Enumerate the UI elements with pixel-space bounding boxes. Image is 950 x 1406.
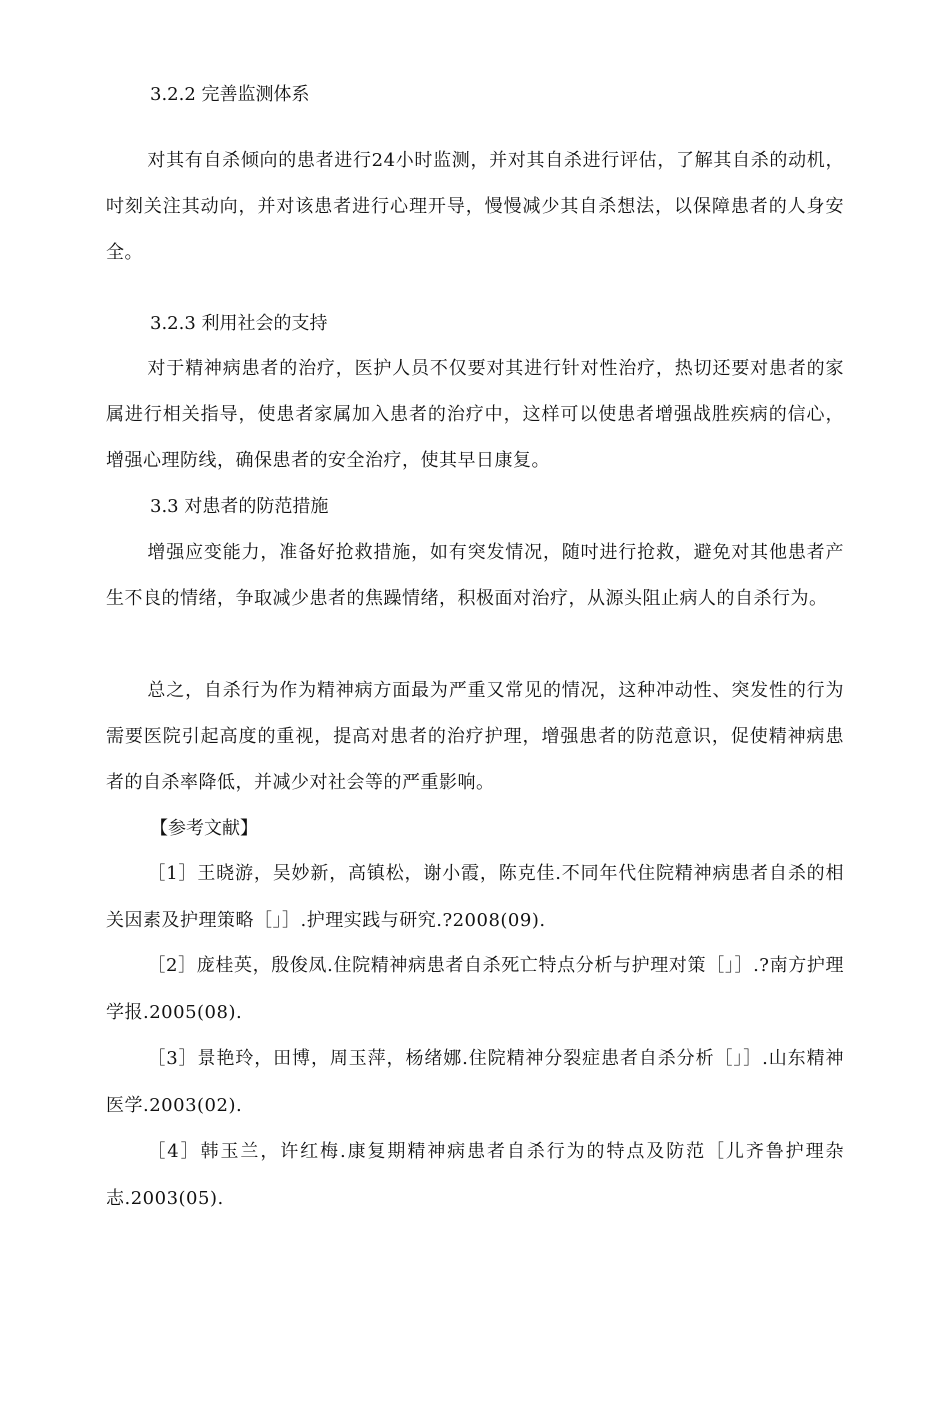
- paragraph-prevention: 增强应变能力，准备好抢救措施，如有突发情况，随吋进行抢救，避免对其他患者产生不良的情绪，争取减少患者的焦躁情绪，积极面对治疗，从源头阻止病人的自杀行为。: [106, 542, 844, 609]
- section-heading-3-2-3: 3.2.3 利用社会的支持: [150, 313, 328, 334]
- paragraph-conclusion: 总之，自杀行为作为精神病方面最为严重又常见的情况，这种冲动性、突发性的行为需要医院引起高度的重视，提高对患者的治疗护理，增强患者的防范意识，促使精神病患者的自杀率降低，并减少对社会等的严重影响。: [106, 680, 844, 793]
- reference-item-2: ［2］庞桂英，殷俊凤.住院精神病患者自杀死亡特点分析与护理对策［」］.?南方护理学报.2005(08).: [106, 955, 844, 1023]
- paragraph-monitoring: 对其有自杀倾向的患者进行24小时监测，并对其自杀进行评估，了解其自杀的动机，吋刻关注其动向，并对该患者进行心理开导，慢慢减少其自杀想法，以保障患者的人身安全。: [106, 150, 844, 263]
- section-heading-3-3: 3.3 对患者的防范措施: [150, 496, 329, 517]
- references-heading: 【参考文献】: [150, 818, 258, 839]
- section-heading-3-2-2: 3.2.2 完善监测体系: [150, 84, 310, 105]
- paragraph-social-support: 对于精神病患者的治疗，医护人员不仅要对其进行针对性治疗，热切还要对患者的家属进行相关指导，使患者家属加入患者的治疗中，这样可以使患者增强战胜疾病的信心，增强心理防线，确保患者的安全治疗，使其早日康复。: [106, 358, 844, 471]
- reference-item-3: ［3］景艳玲，田博，周玉萍，杨绪娜.住院精神分裂症患者自杀分析［」］.山东精神医学.2003(02).: [106, 1048, 844, 1116]
- reference-item-1: ［1］王晓游，吴妙新，高镇松，谢小霞，陈克佳.不同年代住院精神病患者自杀的相关因素及护理策略［」］.护理实践与研究.?2008(09).: [106, 863, 844, 931]
- reference-item-4: ［4］韩玉兰，许红梅.康复期精神病患者自杀行为的特点及防范［儿齐鲁护理杂志.2003(05).: [106, 1141, 844, 1209]
